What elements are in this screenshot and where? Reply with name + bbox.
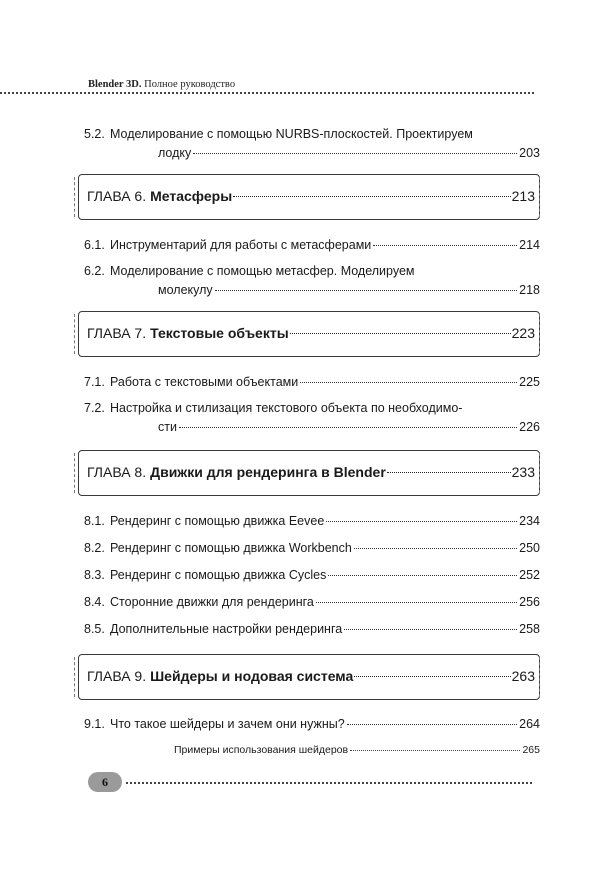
subentry-text: Примеры использования шейдеров [174, 744, 349, 756]
dot-leader [344, 629, 517, 630]
toc-entry-8-4[interactable] [78, 593, 540, 612]
entry-number: 8.5. [84, 622, 105, 636]
page-number: 6 [102, 774, 108, 789]
entry-number: 8.4. [84, 595, 105, 609]
entry-text: Сторонние движки для рендеринга [110, 595, 314, 609]
chapter-7-box[interactable] [78, 311, 540, 357]
entry-text-cont: сти [158, 420, 177, 434]
dot-leader [350, 750, 520, 751]
dot-leader [387, 472, 511, 473]
entry-number: 8.3. [84, 568, 105, 582]
dot-leader [354, 676, 510, 677]
dot-leader [290, 333, 511, 334]
entry-text: Что такое шейдеры и зачем они нужны? [110, 717, 345, 731]
entry-text: Моделирование с помощью метасфер. Моделируем [110, 264, 415, 278]
chapter-title: Движки для рендеринга в Blender [150, 464, 386, 480]
toc-entry-7-1[interactable] [78, 373, 540, 392]
dot-leader [215, 290, 517, 291]
chapter-9-box[interactable] [78, 654, 540, 700]
chapter-6-box[interactable] [78, 174, 540, 220]
toc-subentry-9-1-1[interactable] [174, 744, 540, 756]
toc-entry-9-1[interactable] [78, 715, 540, 734]
dot-leader [193, 153, 517, 154]
entry-page: 252 [519, 568, 540, 582]
chapter-title: Шейдеры и нодовая система [150, 668, 354, 684]
entry-number: 6.1. [84, 238, 105, 252]
toc-entry-7-2[interactable] [78, 399, 540, 437]
dot-leader [354, 548, 517, 549]
entry-text-cont: молекулу [158, 283, 213, 297]
dot-leader [233, 196, 510, 197]
entry-text: Работа с текстовыми объектами [110, 375, 299, 389]
toc-entry-8-2[interactable] [78, 539, 540, 558]
toc-entry-8-1[interactable] [78, 512, 540, 531]
book-subtitle: Полное руководство [144, 79, 236, 90]
entry-page: 214 [519, 238, 540, 252]
chapter-label: ГЛАВА 6. [87, 188, 147, 204]
subentry-page: 265 [522, 744, 540, 756]
chapter-label: ГЛАВА 7. [87, 325, 147, 341]
dot-leader [326, 521, 517, 522]
entry-text: Инструментарий для работы с метасферами [110, 238, 372, 252]
dot-leader [328, 575, 517, 576]
toc-entry-5-2[interactable] [78, 125, 540, 163]
entry-number: 5.2. [84, 127, 105, 141]
entry-number: 8.2. [84, 541, 105, 555]
entry-text: Настройка и стилизация текстового объекта по необходимо- [110, 401, 463, 415]
toc-entry-8-5[interactable] [78, 620, 540, 639]
dot-leader [347, 724, 517, 725]
chapter-title: Текстовые объекты [150, 325, 289, 341]
dot-leader [316, 602, 517, 603]
dot-leader [179, 427, 517, 428]
running-header [88, 79, 235, 90]
entry-page: 258 [519, 622, 540, 636]
chapter-page: 213 [511, 188, 535, 204]
chapter-page: 233 [511, 464, 535, 480]
entry-page: 256 [519, 595, 540, 609]
entry-number: 8.1. [84, 514, 105, 528]
entry-text: Дополнительные настройки рендеринга [110, 622, 343, 636]
toc-entry-6-2[interactable] [78, 262, 540, 300]
chapter-label: ГЛАВА 9. [87, 668, 147, 684]
dot-leader [373, 245, 517, 246]
entry-number: 7.1. [84, 375, 105, 389]
entry-text: Рендеринг с помощью движка Cycles [110, 568, 327, 582]
book-title: Blender 3D. [88, 79, 142, 90]
entry-text-cont: лодку [158, 146, 192, 160]
toc-entry-6-1[interactable] [78, 236, 540, 255]
chapter-title: Метасферы [150, 188, 233, 204]
entry-number: 7.2. [84, 401, 105, 415]
toc-entry-8-3[interactable] [78, 566, 540, 585]
footer-dotted-rule [126, 782, 532, 785]
header-dotted-rule [0, 92, 534, 95]
entry-page: 226 [519, 420, 540, 434]
chapter-label: ГЛАВА 8. [87, 464, 147, 480]
entry-number: 9.1. [84, 717, 105, 731]
chapter-page: 263 [511, 668, 535, 684]
entry-text: Моделирование с помощью NURBS-плоскостей. Проектируем [110, 127, 473, 141]
entry-page: 218 [519, 283, 540, 297]
chapter-page: 223 [511, 325, 535, 341]
entry-text: Рендеринг с помощью движка Eevee [110, 514, 325, 528]
dot-leader [300, 382, 517, 383]
entry-page: 225 [519, 375, 540, 389]
entry-text: Рендеринг с помощью движка Workbench [110, 541, 352, 555]
entry-page: 264 [519, 717, 540, 731]
entry-page: 234 [519, 514, 540, 528]
entry-page: 250 [519, 541, 540, 555]
chapter-8-box[interactable] [78, 450, 540, 496]
page-number-badge [88, 772, 122, 792]
entry-number: 6.2. [84, 264, 105, 278]
entry-page: 203 [519, 146, 540, 160]
